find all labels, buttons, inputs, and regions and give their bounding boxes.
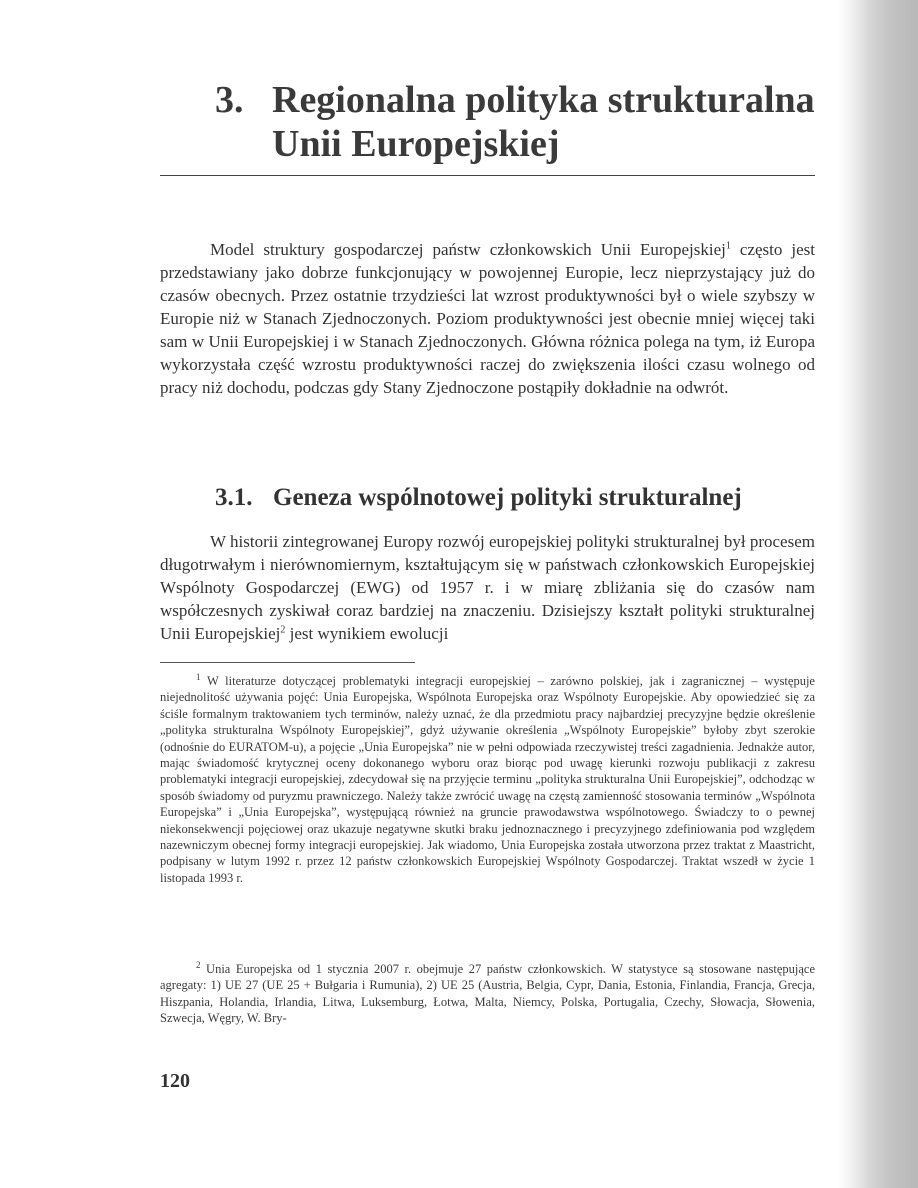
paragraph-text: jest wynikiem ewolucji	[285, 624, 449, 643]
chapter-title: Regionalna polityka strukturalna Unii Europejskiej	[272, 79, 815, 165]
footnote-separator	[160, 662, 415, 663]
paragraph-intro	[160, 238, 815, 399]
footnote-mark: 2	[196, 959, 201, 970]
footnote-text: W literaturze dotyczącej problematyki integracji europejskiej – zarówno polskiej, jak i zagranicznej – występuje niejednolitość używania pojęć: Unia Europejska, Wspólnota Europejska oraz Wspólnoty Europejskie. Aby opowiedzieć się za ściśle formalnym traktowaniem tych terminów, należy uznać, że dla przedmiotu pracy najbardziej precyzyjne będzie określenie „polityka strukturalna Wspólnoty Europejskiej”, gdyż używanie określenia „Wspólnoty Europejskie” byłoby zbyt szerokie (odnośnie do EURATOM-u), a pojęcie „Unia Europejska” nie w pełni odpowiada rzeczywistej treści zagadnienia. Jednakże autor, mając świadomość krytycznej oceny dokonanego wyboru oraz biorąc pod uwagę kierunki rozwoju publikacji z zakresu problematyki integracji europejskiej, zdecydował się na przyjęcie terminu „polityka strukturalna Unii Europejskiej”, odchodząc w sposób świadomy od puryzmu prawniczego. Należy także zwrócić uwagę na częstą zamienność stosowania terminów „Wspólnota Europejska” i „Unia Europejska”, występującą również na gruncie prawodawstwa wspólnotowego. Świadczy to o pewnej niekonsekwencji pojęciowej oraz ukazuje negatywne skutki braku jednoznacznego i precyzyjnego zdefiniowania pod względem nazewniczym obecnej formy integracji europejskiej. Jak wiadomo, Unia Europejska została utworzona przez traktat z Maastricht, podpisany w lutym 1992 r. przez 12 państw członkowskich Europejskiej Wspólnoty Gospodarczej. Traktat wszedł w życie 1 listopada 1993 r.	[160, 674, 815, 885]
paragraph-text: często jest przedstawiany jako dobrze funkcjonujący w powojennej Europie, lecz nieprzystający już do czasów obecnych. Przez ostatnie trzydzieści lat wzrost produktywności był o wiele szybszy w Europie niż w Stanach Zjednoczonych. Poziom produktywności jest obecnie mniej więcej taki sam w Unii Europejskiej i w Stanach Zjednoczonych. Główna różnica polega na tym, iż Europa wykorzystała część wzrostu produktywności raczej do zwiększenia ilości czasu wolnego od pracy niż dochodu, podczas gdy Stany Zjednoczone postąpiły dokładnie na odwrót.	[160, 240, 816, 397]
footnote-mark: 1	[196, 671, 201, 682]
section-number: 3.1.	[215, 484, 253, 511]
footnote-reference: 1	[725, 240, 731, 252]
footnote-1	[160, 673, 815, 886]
section-title: Geneza wspólnotowej polityki strukturalnej	[273, 484, 742, 511]
paragraph-text: Model struktury gospodarczej państw członkowskich Unii Europejskiej	[210, 240, 726, 259]
page-number: 120	[160, 1070, 190, 1092]
footnote-reference: 2	[280, 624, 286, 636]
chapter-number: 3.	[215, 79, 244, 121]
footnote-text: Unia Europejska od 1 stycznia 2007 r. obejmuje 27 państw członkowskich. W statystyce są stosowane następujące agregaty: 1) UE 27 (UE 25 + Bułgaria i Rumunia), 2) UE 25 (Austria, Belgia, Cypr, Dania, Estonia, Finlandia, Francja, Grecja, Hiszpania, Holandia, Irlandia, Litwa, Luksemburg, Łotwa, Malta, Niemcy, Polska, Portugalia, Czechy, Słowacja, Słowenia, Szwecja, Węgry, W. Bry-	[160, 962, 815, 1026]
paragraph-text: W historii zintegrowanej Europy rozwój europejskiej polityki strukturalnej był procesem długotrwałym i nierównomiernym, kształtującym się w państwach członkowskich Europejskiej Wspólnoty Gospodarczej (EWG) od 1957 r. i w miarę zbliżania się do czasów nam współczesnych zyskiwał coraz bardziej na znaczeniu. Dzisiejszy kształt polityki strukturalnej Unii Europejskiej	[160, 532, 815, 643]
heading-rule	[160, 175, 815, 176]
footnote-2	[160, 961, 815, 1027]
paragraph-genesis	[160, 530, 815, 645]
